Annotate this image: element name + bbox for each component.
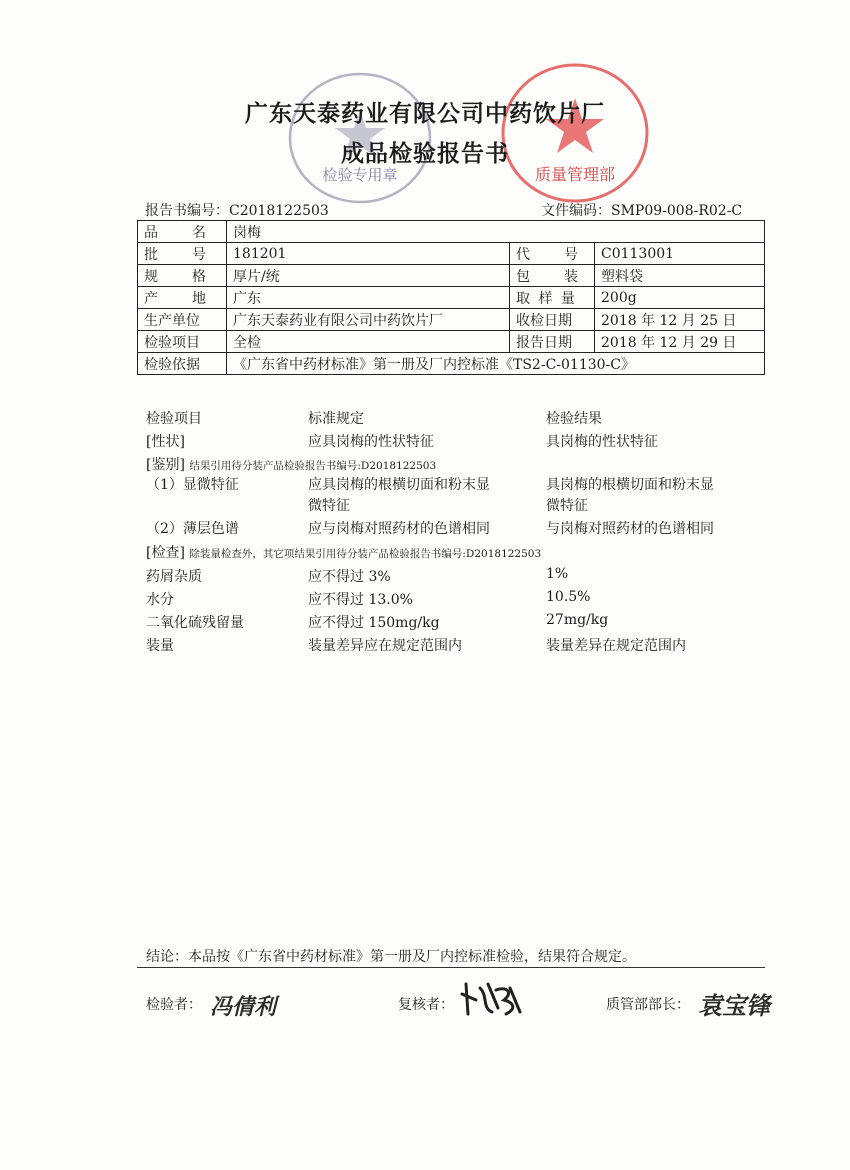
maker-label: 生产单位 xyxy=(138,309,227,331)
report-date-label: 报告日期 xyxy=(510,331,595,353)
inspection-result: 1% xyxy=(546,566,569,582)
inspection-standard: 应不得过 150mg/kg xyxy=(308,615,440,631)
maker-value: 广东天泰药业有限公司中药饮片厂 xyxy=(227,309,510,331)
micro-standard-line1: 应具岗梅的根横切面和粉末显 xyxy=(308,477,490,493)
inspection-label: [检查] xyxy=(146,545,185,561)
report-number-label: 报告书编号： xyxy=(145,203,229,219)
basis-value: 《广东省中药材标准》第一册及厂内控标准《TS2-C-01130-C》 xyxy=(227,353,765,375)
inspection-note: 除装量检查外，其它项结果引用待分装产品检验报告书编号:D2018122503 xyxy=(189,548,542,560)
micro-standard-line2: 微特征 xyxy=(308,498,350,514)
table-row xyxy=(138,243,765,265)
results-header-item: 检验项目 xyxy=(146,411,202,427)
qa-seal-center: 质量管理部 xyxy=(534,165,616,184)
identification-note: 结果引用待分装产品检验报告书编号:D2018122503 xyxy=(189,460,437,472)
reviewer-label: 复核者： xyxy=(398,997,454,1013)
identification-section xyxy=(146,454,436,474)
code-value: C0113001 xyxy=(595,243,765,265)
reviewer-signature xyxy=(458,978,528,1020)
file-code-label: 文件编码： xyxy=(541,203,611,219)
file-code-value: SMP09-008-R02-C xyxy=(611,203,743,219)
origin-label: 产 地 xyxy=(138,287,227,309)
package-value: 塑料袋 xyxy=(595,265,765,287)
package-label: 包 装 xyxy=(510,265,595,287)
received-label: 收检日期 xyxy=(510,309,595,331)
inspection-item: 水分 xyxy=(146,592,174,608)
inspection-item: 药屑杂质 xyxy=(146,569,202,585)
tlc-standard: 应与岗梅对照药材的色谱相同 xyxy=(308,521,490,537)
tlc-item: （2）薄层色谱 xyxy=(146,521,239,537)
report-date-value: 2018 年 12 月 29 日 xyxy=(595,331,765,353)
item-label: 检验项目 xyxy=(138,331,227,353)
inspector-signature: 冯倩利 xyxy=(210,994,277,1020)
table-row xyxy=(138,287,765,309)
appearance-item: [性状] xyxy=(146,434,185,450)
basis-label: 检验依据 xyxy=(138,353,227,375)
report-number xyxy=(145,200,329,220)
appearance-standard: 应具岗梅的性状特征 xyxy=(308,434,434,450)
inspection-section xyxy=(146,542,541,562)
inspection-standard: 应不得过 3% xyxy=(308,569,391,585)
table-row xyxy=(138,265,765,287)
conclusion-rule xyxy=(137,967,765,968)
inspection-result: 10.5% xyxy=(546,589,591,605)
results-header-standard: 标准规定 xyxy=(308,411,364,427)
appearance-result: 具岗梅的性状特征 xyxy=(546,434,658,450)
table-row xyxy=(138,221,765,243)
batch-value: 181201 xyxy=(227,243,510,265)
identification-label: [鉴别] xyxy=(146,457,185,473)
spec-value: 厚片/统 xyxy=(227,265,510,287)
inspection-seal-center: 检验专用章 xyxy=(322,166,398,184)
table-row xyxy=(138,331,765,353)
inspection-result: 装量差异在规定范围内 xyxy=(546,638,686,654)
inspection-standard: 应不得过 13.0% xyxy=(308,592,413,608)
item-value: 全检 xyxy=(227,331,510,353)
product-label: 品 名 xyxy=(138,221,227,243)
micro-result-line2: 微特征 xyxy=(546,498,588,514)
sample-value: 200g xyxy=(595,287,765,309)
product-value: 岗梅 xyxy=(227,221,765,243)
inspector-label: 检验者： xyxy=(146,997,202,1013)
origin-value: 广东 xyxy=(227,287,510,309)
info-table xyxy=(137,220,765,375)
inspection-standard: 装量差异应在规定范围内 xyxy=(308,638,462,654)
file-code xyxy=(541,200,742,220)
qa-head-signature: 袁宝锋 xyxy=(698,991,770,1020)
received-value: 2018 年 12 月 25 日 xyxy=(595,309,765,331)
inspection-item: 装量 xyxy=(146,638,174,654)
batch-label: 批 号 xyxy=(138,243,227,265)
inspection-result: 27mg/kg xyxy=(546,612,609,628)
qa-head-label: 质管部部长： xyxy=(606,997,690,1013)
tlc-result: 与岗梅对照药材的色谱相同 xyxy=(546,521,714,537)
code-label: 代 号 xyxy=(510,243,595,265)
table-row xyxy=(138,309,765,331)
report-number-value: C2018122503 xyxy=(229,203,329,219)
table-row xyxy=(138,353,765,375)
spec-label: 规 格 xyxy=(138,265,227,287)
conclusion: 结论：本品按《广东省中药材标准》第一册及厂内控标准检验，结果符合规定。 xyxy=(146,949,636,965)
sample-label: 取 样 量 xyxy=(510,287,595,309)
qa-department-seal xyxy=(495,58,655,208)
micro-result-line1: 具岗梅的根横切面和粉末显 xyxy=(546,477,714,493)
document-title: 成品检验报告书 xyxy=(341,141,509,167)
results-header-result: 检验结果 xyxy=(546,411,602,427)
inspection-item: 二氧化硫残留量 xyxy=(146,615,244,631)
company-title: 广东天泰药业有限公司中药饮片厂 xyxy=(245,101,605,127)
micro-item: （1）显微特征 xyxy=(146,477,239,493)
